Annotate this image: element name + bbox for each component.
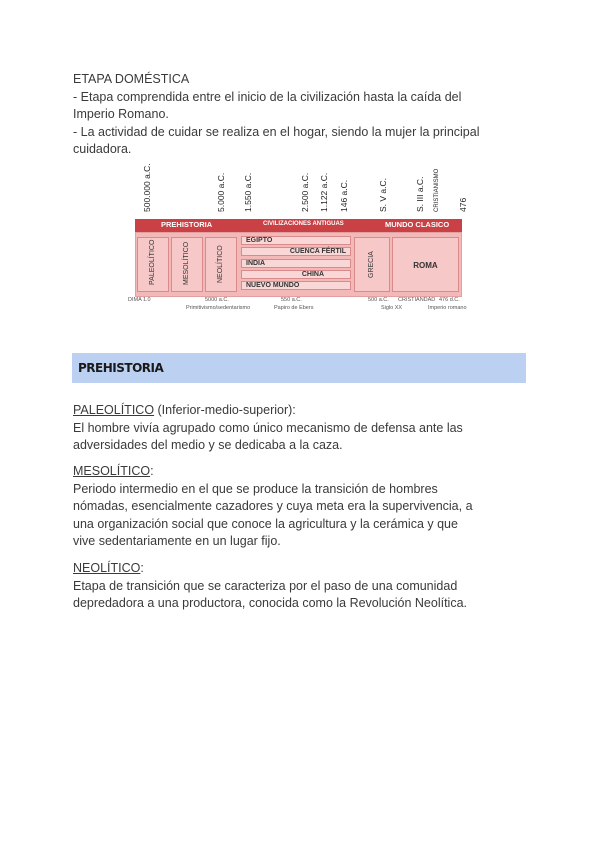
paragraph-line: vive sedentariamente en un lugar fijo. <box>73 534 281 548</box>
civ-china: CHINA <box>241 270 351 279</box>
mesolitico-section <box>73 463 533 551</box>
footer-label: DIMA 1.0 <box>128 297 151 303</box>
neolitico-section <box>73 560 533 613</box>
paleolitico-title-suffix: (Inferior-medio-superior): <box>154 403 296 417</box>
section-title: PREHISTORIA <box>78 361 164 375</box>
paleolitico-heading <box>73 402 533 420</box>
intro-line: - La actividad de cuidar se realiza en el hogar, siendo la mujer la principal <box>73 124 480 139</box>
timeline-date: 2.500 a.C. <box>300 172 310 212</box>
period-label: MUNDO CLASICO <box>385 220 450 229</box>
civ-cuenca-fertil: CUENCA FÉRTIL <box>241 247 351 256</box>
neolitico-column <box>205 237 237 292</box>
paragraph-line: nómadas, esencialmente cazadores y cuya meta era la supervivencia, a <box>73 499 473 513</box>
timeline-date: S. III a.C. <box>415 176 425 212</box>
mesolitico-heading <box>73 463 533 481</box>
timeline-date: 1.550 a.C. <box>243 172 253 212</box>
paragraph-line: Etapa de transición que se caracteriza por el paso de una comunidad <box>73 578 458 593</box>
timeline-date: CRISTIANISMO <box>434 168 440 212</box>
intro-heading: ETAPA DOMÉSTICA <box>73 72 190 86</box>
grecia-column <box>354 237 390 292</box>
paleolitico-column <box>137 237 169 292</box>
period-label: CIVILIZACIONES ANTIGUAS <box>263 221 344 227</box>
paragraph-line: Periodo intermedio en el que se produce la transición de hombres <box>73 481 438 496</box>
paleolitico-section <box>73 402 533 455</box>
mesolitico-column <box>171 237 203 292</box>
footer-label: Siglo XX <box>381 305 403 311</box>
timeline-figure <box>128 163 473 313</box>
intro-block <box>73 71 533 159</box>
column-label: GRECIA <box>368 251 375 278</box>
footer-label: 500 a.C. <box>368 297 389 303</box>
intro-line: Imperio Romano. <box>73 107 169 121</box>
column-label: MESOLÍTICO <box>183 241 190 285</box>
timeline-date: S. V a.C. <box>378 177 388 212</box>
paleolitico-title: PALEOLÍTICO <box>73 403 155 417</box>
column-label: NEOLÍTICO <box>217 245 224 283</box>
timeline-date: 5.000 a.C. <box>216 172 226 212</box>
paragraph-line: El hombre vivía agrupado como único mecanismo de defensa ante las <box>73 420 463 435</box>
neolitico-title-suffix: : <box>140 561 144 575</box>
timeline-date: 1.122 a.C. <box>319 172 329 212</box>
roma-column: ROMA <box>392 237 459 292</box>
footer-label: 476 d.C. <box>439 297 460 303</box>
mesolitico-title-suffix: : <box>150 464 154 478</box>
footer-label: 550 a.C. <box>281 297 302 303</box>
civ-nuevo-mundo: NUEVO MUNDO <box>241 281 351 290</box>
section-banner <box>72 353 526 383</box>
civ-india: INDIA <box>241 259 351 268</box>
period-label: PREHISTORIA <box>161 220 213 229</box>
timeline-date: 476 <box>458 197 468 212</box>
footer-label: Imperio romano <box>428 305 467 311</box>
footer-label: 5000 a.C. <box>205 297 229 303</box>
period-row <box>135 219 462 232</box>
paragraph-line: una organización social que conoce la agricultura y la cerámica y que <box>73 516 458 531</box>
column-label: PALEOLÍTICO <box>149 239 156 285</box>
mesolitico-title: MESOLÍTICO <box>73 464 151 478</box>
paragraph-line: adversidades del medio y se dedicaba a la caza. <box>73 438 343 452</box>
footer-label: Primitivismo/sedentarismo <box>186 305 251 311</box>
intro-line: cuidadora. <box>73 142 132 156</box>
footer-label: Papiro de Ebers <box>274 305 314 311</box>
intro-line: - Etapa comprendida entre el inicio de la civilización hasta la caída del <box>73 89 462 104</box>
paragraph-line: depredadora a una productora, conocida como la Revolución Neolítica. <box>73 596 467 610</box>
timeline-date: 500.000 a.C. <box>142 163 152 212</box>
footer-label: CRISTIANDAD <box>398 297 436 303</box>
neolitico-heading <box>73 560 533 578</box>
civ-egipto: EGIPTO <box>241 236 351 245</box>
timeline-date: 146 a.C. <box>339 179 349 212</box>
neolitico-title: NEOLÍTICO <box>73 561 141 575</box>
